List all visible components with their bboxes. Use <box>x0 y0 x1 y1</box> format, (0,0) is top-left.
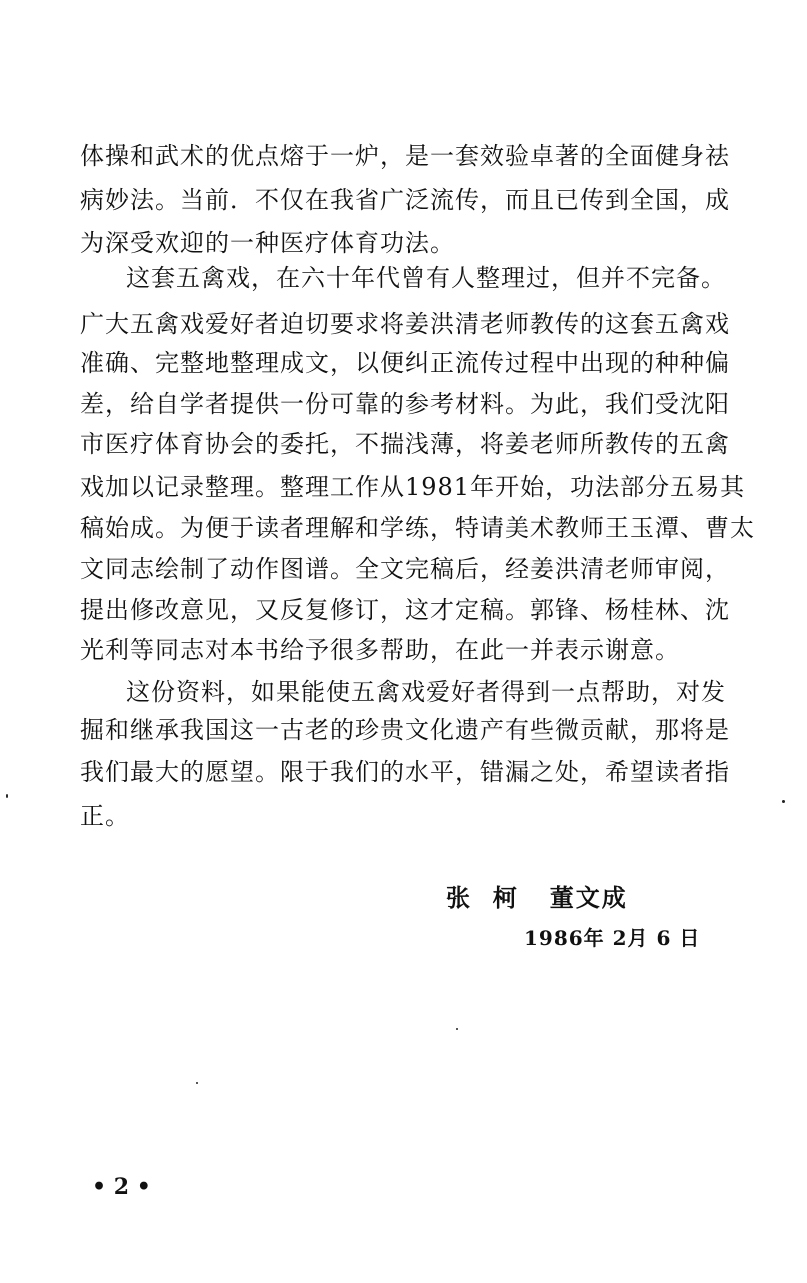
page-number: • 2 • <box>92 1174 151 1200</box>
text-line: 市医疗体育协会的委托，不揣浅薄，将姜老师所教传的五禽 <box>80 430 730 458</box>
text-line: 戏加以记录整理。整理工作从1981年开始，功法部分五易其 <box>80 473 746 501</box>
scan-speck <box>456 1028 458 1030</box>
text-line: 稿始成。为便于读者理解和学练，特请美术教师王玉潭、曹太 <box>80 514 755 542</box>
scan-speck <box>6 794 8 798</box>
text-line: 文同志绘制了动作图谱。全文完稿后，经姜洪清老师审阅， <box>80 555 730 583</box>
text-line: 提出修改意见，又反复修订，这才定稿。郭锋、杨桂林、沈 <box>80 596 730 624</box>
text-line: 正。 <box>80 802 130 830</box>
scan-speck <box>782 800 785 803</box>
text-line: 病妙法。当前．不仅在我省广泛流传，而且已传到全国，成 <box>80 186 730 214</box>
text-line: 掘和继承我国这一古老的珍贵文化遗产有些微贡献，那将是 <box>80 716 730 744</box>
signature-date: 1986年 2月 6 日 <box>524 926 701 950</box>
text-line: 准确、完整地整理成文，以便纠正流传过程中出现的种种偏 <box>80 349 730 377</box>
text-line: 广大五禽戏爱好者迫切要求将姜洪清老师教传的这套五禽戏 <box>80 310 730 338</box>
text-line: 差，给自学者提供一份可靠的参考材料。为此，我们受沈阳 <box>80 390 730 418</box>
text-line: 体操和武术的优点熔于一炉，是一套效验卓著的全面健身祛 <box>80 142 730 170</box>
scan-speck <box>196 1082 198 1084</box>
text-line: 这份资料，如果能使五禽戏爱好者得到一点帮助，对发 <box>126 678 726 706</box>
author-signature: 张 柯 董文成 <box>446 883 628 912</box>
text-line: 光利等同志对本书给予很多帮助，在此一并表示谢意。 <box>80 636 680 664</box>
text-line: 我们最大的愿望。限于我们的水平，错漏之处，希望读者指 <box>80 758 730 786</box>
text-line: 为深受欢迎的一种医疗体育功法。 <box>80 229 455 257</box>
text-line: 这套五禽戏，在六十年代曾有人整理过，但并不完备。 <box>126 264 726 292</box>
